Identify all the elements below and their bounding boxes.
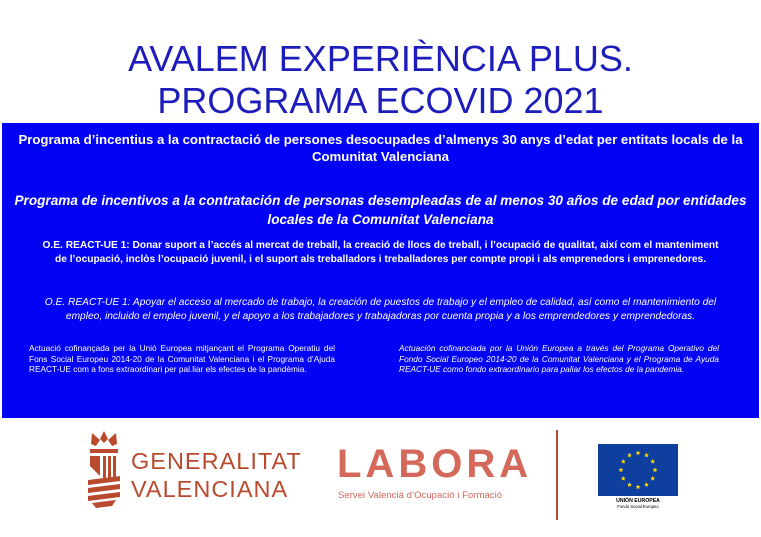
generalitat-wordmark: GENERALITAT VALENCIANA xyxy=(131,448,302,502)
eu-flag-icon xyxy=(598,444,678,496)
program-title-spanish: Programa de incentivos a la contratación de personas desempleadas de al menos 30 años de edad por entidades locales de la Comunitat Valenciana xyxy=(14,193,747,227)
labora-wordmark: LABORA xyxy=(337,442,533,486)
title-line-1: AVALEM EXPERIÈNCIA PLUS. xyxy=(128,38,633,79)
cofinancing-note-catalan: Actuació cofinançada per la Unió Europea mitjançant el Programa Operatiu del Fons Social Europeu 2014-20 de la Comunitat Valenciana i el Programa d’Ajuda REACT-UE com a fons extraordinari per pal.liar els efectes de la pandèmia. xyxy=(29,343,335,375)
generalitat-valenciana-logo xyxy=(84,430,314,510)
labora-subtitle: Servei Valencià d’Ocupació i Formació xyxy=(338,490,503,501)
cofinancing-note-spanish: Actuación cofinanciada por la Unión Europea a través del Programa Operativo del Fondo Social Europeo 2014-20 de la Comunitat Valenciana y el Programa de Ayuda REACT-UE como fondo extraordinario para paliar los efectos de la pandemia. xyxy=(399,343,719,375)
program-banner xyxy=(2,123,759,418)
objective-spanish: O.E. REACT-UE 1: Apoyar el acceso al mercado de trabajo, la creación de puestos de trabajo y el empleo de calidad, así como el mantenimiento del empleo, incluido el empleo juvenil, y el apoyo a los trabajadores y trabajadoras por cuenta propia y a los emprendedores y emprendedoras. xyxy=(44,297,717,322)
page-title xyxy=(0,38,761,122)
eu-label: UNIÓN EUROPEA xyxy=(616,498,660,504)
objective-catalan: O.E. REACT-UE 1: Donar suport a l’accés al mercat de treball, la creació de llocs de treball, i l’ocupació de qualitat, així com el manteniment de l’ocupació, inclòs l’ocupació juvenil, i el suport als treballadors i treballadores per compte propi i als emprenedors i emprenedores. xyxy=(42,240,719,265)
labora-logo xyxy=(330,440,533,510)
eu-fund-label: Fondo Social Europeo xyxy=(617,504,659,509)
logo-divider xyxy=(556,430,558,520)
program-title-catalan: Programa d’incentius a la contractació de persones desocupades d’almenys 30 anys d’edat per entitats locals de la Comunitat Valenciana xyxy=(18,132,743,164)
eu-logo xyxy=(598,444,678,514)
title-line-2: PROGRAMA ECOVID 2021 xyxy=(157,80,604,121)
generalitat-emblem-icon xyxy=(84,430,124,510)
